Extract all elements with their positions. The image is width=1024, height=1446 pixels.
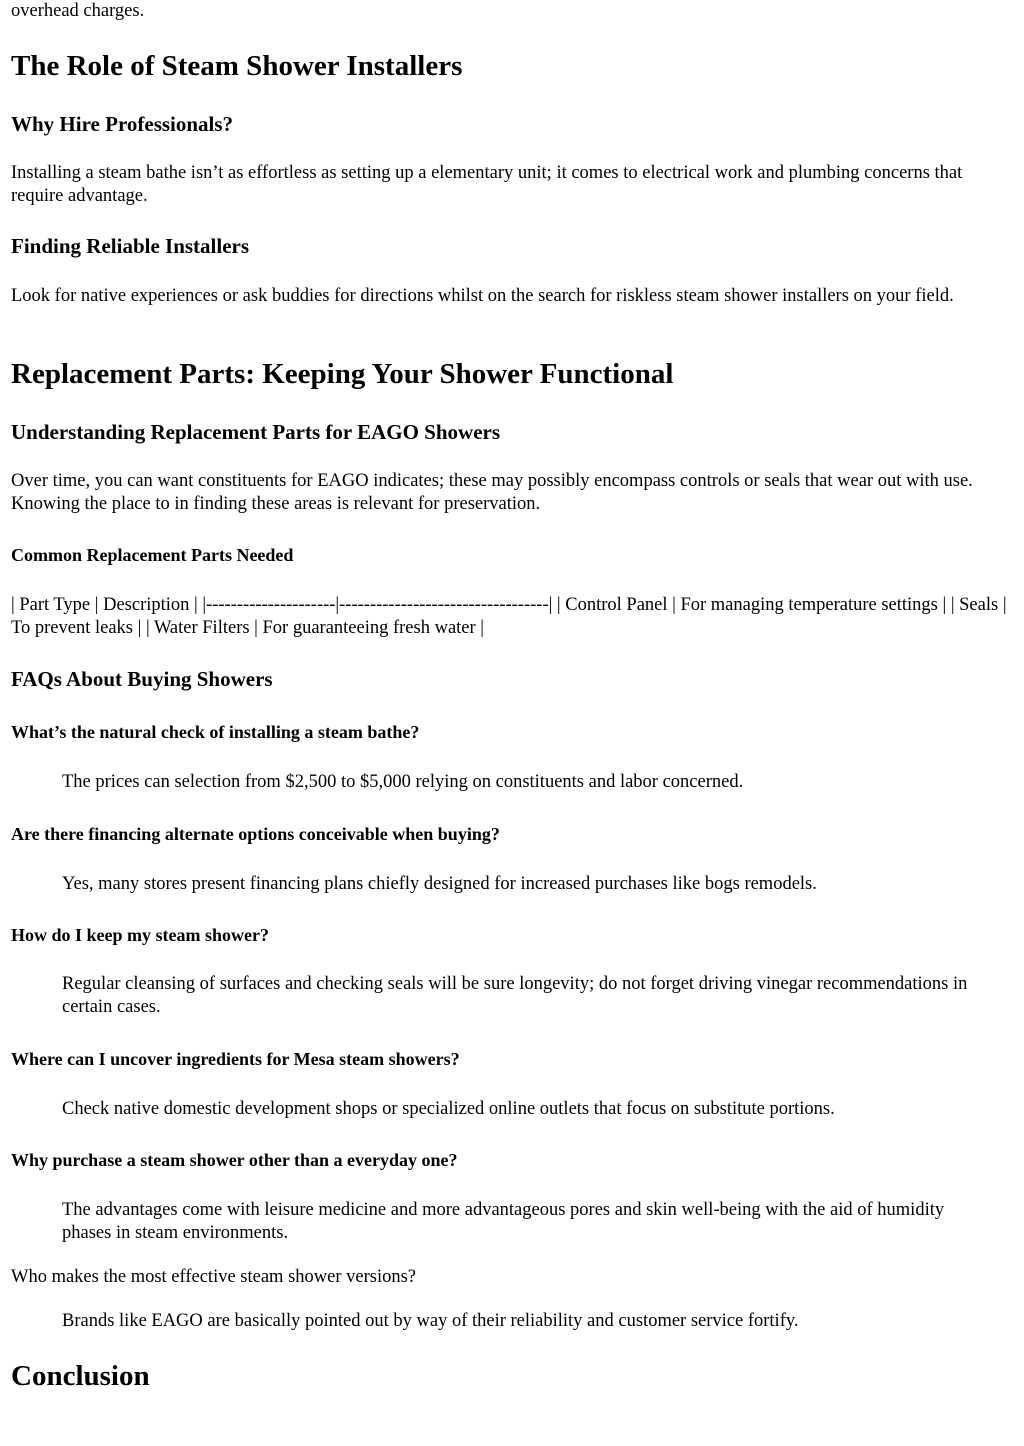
replacement-section-title: Replacement Parts: Keeping Your Shower Functional: [11, 358, 674, 390]
faq-answer: Check native domestic development shops or specialized online outlets that focus on substitute portions.: [62, 1099, 835, 1119]
faq-answer: Brands like EAGO are basically pointed out by way of their reliability and customer service fortify.: [62, 1311, 799, 1331]
faq-question: Why purchase a steam shower other than a everyday one?: [11, 1150, 458, 1170]
finding-installers-paragraph: Look for native experiences or ask buddies for directions whilst on the search for riskless steam shower installers on your field.: [11, 286, 954, 306]
common-parts-table-text: | Part Type | Description | |---------------------|----------------------------------| | Control Panel | For managing temperature settings | | Seals | To prevent leaks | | Water Filters | For guaranteeing fresh water |: [11, 595, 1007, 638]
faq-answer: Regular cleansing of surfaces and checking seals will be sure longevity; do not forget driving vinegar recommendations in certain cases.: [62, 974, 968, 1017]
faq-question-plain: Who makes the most effective steam shower versions?: [11, 1267, 416, 1287]
faq-question: Where can I uncover ingredients for Mesa steam showers?: [11, 1049, 460, 1069]
common-parts-heading: Common Replacement Parts Needed: [11, 545, 294, 565]
faq-question: What’s the natural check of installing a steam bathe?: [11, 722, 420, 742]
understanding-parts-paragraph: Over time, you can want constituents for EAGO indicates; these may possibly encompass controls or seals that wear out with use. Knowing the place to in finding these areas is relevant for preservation.: [11, 471, 973, 514]
intro-tail-text: overhead charges.: [11, 1, 145, 21]
faq-answer: Yes, many stores present financing plans chiefly designed for increased purchases like bogs remodels.: [62, 874, 817, 894]
why-hire-paragraph: Installing a steam bathe isn’t as effortless as setting up a elementary unit; it comes to electrical work and plumbing concerns that require advantage.: [11, 163, 963, 206]
conclusion-heading: Conclusion: [11, 1360, 150, 1392]
faqs-heading: FAQs About Buying Showers: [11, 667, 273, 691]
faq-question: How do I keep my steam shower?: [11, 925, 269, 945]
understanding-parts-heading: Understanding Replacement Parts for EAGO Showers: [11, 420, 501, 444]
installers-section-title: The Role of Steam Shower Installers: [11, 50, 463, 82]
finding-installers-heading: Finding Reliable Installers: [11, 234, 250, 258]
faq-question: Are there financing alternate options conceivable when buying?: [11, 824, 500, 844]
faq-answer: The prices can selection from $2,500 to $5,000 relying on constituents and labor concerned.: [62, 772, 744, 792]
faq-answer: The advantages come with leisure medicine and more advantageous pores and skin well-being with the aid of humidity phases in steam environments.: [62, 1200, 945, 1243]
why-hire-heading: Why Hire Professionals?: [11, 112, 234, 136]
